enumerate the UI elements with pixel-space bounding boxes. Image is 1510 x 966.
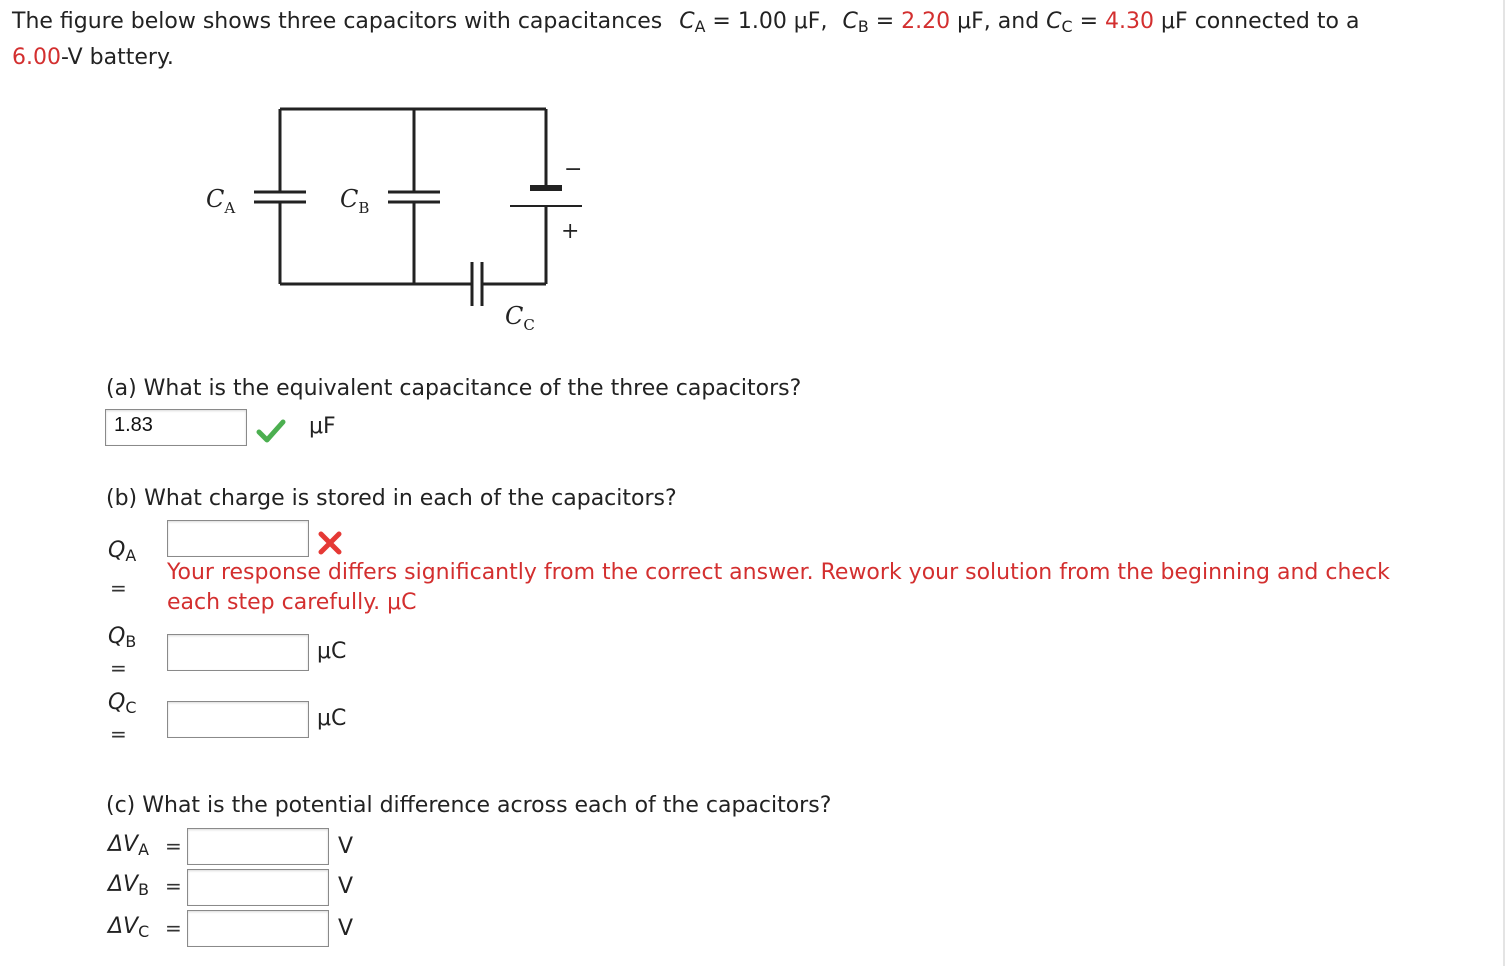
part-c-question: (c) What is the potential difference across each of the capacitors?: [106, 793, 832, 818]
ca-value: = 1.00 μF,: [712, 9, 828, 34]
cb-symbol: $C_B$: [842, 9, 869, 36]
qc-equals: =: [110, 722, 127, 746]
qa-label: $Q_A$: [108, 538, 137, 565]
part-a-answer-value: 1.83: [114, 414, 153, 436]
cb-unit: μF,: [957, 9, 991, 34]
correct-check-icon: [256, 418, 286, 444]
vc-equals: =: [165, 916, 182, 940]
vc-input[interactable]: [187, 910, 329, 947]
vb-input[interactable]: [187, 869, 329, 906]
capacitor-b-symbol: [388, 192, 440, 202]
vc-input-value: [188, 911, 328, 915]
cb-equals: =: [875, 9, 895, 34]
page-edge-divider: [1503, 0, 1505, 966]
qb-unit: μC: [317, 639, 347, 664]
qa-feedback: [167, 558, 1390, 618]
va-unit: V: [338, 834, 354, 859]
feedback-line-2: each step carefully.: [167, 590, 381, 615]
ca-symbol: $C_A$: [679, 9, 706, 36]
cc-equals: =: [1079, 9, 1099, 34]
qc-input[interactable]: [167, 701, 309, 738]
and-word: and: [997, 9, 1040, 34]
capacitor-c-symbol: [472, 262, 482, 306]
vb-unit: V: [338, 874, 354, 899]
cc-value: 4.30: [1105, 9, 1155, 34]
va-label: $\Delta V_A$: [108, 832, 149, 859]
incorrect-x-icon: [317, 530, 343, 556]
qa-unit: μC: [387, 590, 417, 615]
qb-label: $Q_B$: [108, 624, 137, 651]
figure-label-ca: $C_A$: [206, 185, 236, 217]
part-b-question: (b) What charge is stored in each of the capacitors?: [106, 486, 677, 511]
connected-text: connected to a: [1194, 9, 1360, 34]
part-a-answer-input[interactable]: [105, 409, 247, 446]
qc-input-value: [168, 702, 308, 706]
battery-text: -V battery.: [60, 45, 174, 70]
vc-label: $\Delta V_C$: [108, 914, 150, 941]
battery-plus-sign: +: [561, 219, 580, 244]
qa-input-value: [168, 521, 308, 525]
vb-label: $\Delta V_B$: [108, 872, 149, 899]
battery-symbol: [510, 188, 582, 206]
part-a-unit: μF: [309, 414, 336, 439]
qa-equals: =: [110, 576, 127, 600]
qb-input-value: [168, 635, 308, 639]
qc-unit: μC: [317, 706, 347, 731]
va-input[interactable]: [187, 828, 329, 865]
qb-input[interactable]: [167, 634, 309, 671]
feedback-line-1: Your response differs significantly from the correct answer. Rework your solution from the beginning and check: [167, 560, 1390, 585]
qa-input[interactable]: [167, 520, 309, 557]
va-equals: =: [165, 834, 182, 858]
figure-label-cb: $C_B$: [340, 185, 370, 217]
qb-equals: =: [110, 656, 127, 680]
cb-value: 2.20: [901, 9, 951, 34]
part-a-question: (a) What is the equivalent capacitance of the three capacitors?: [106, 376, 802, 401]
intro-text: The figure below shows three capacitors with capacitances: [12, 9, 663, 34]
va-input-value: [188, 829, 328, 833]
qc-label: $Q_C$: [108, 690, 137, 717]
circuit-diagram: [0, 0, 700, 360]
capacitor-a-symbol: [254, 192, 306, 202]
battery-voltage: 6.00: [12, 45, 61, 70]
battery-minus-sign: −: [564, 157, 583, 182]
vc-unit: V: [338, 916, 354, 941]
cc-unit: μF: [1161, 9, 1188, 34]
figure-label-cc: $C_C$: [505, 302, 535, 334]
cc-symbol: $C_C$: [1046, 9, 1073, 36]
vb-equals: =: [165, 874, 182, 898]
vb-input-value: [188, 870, 328, 874]
